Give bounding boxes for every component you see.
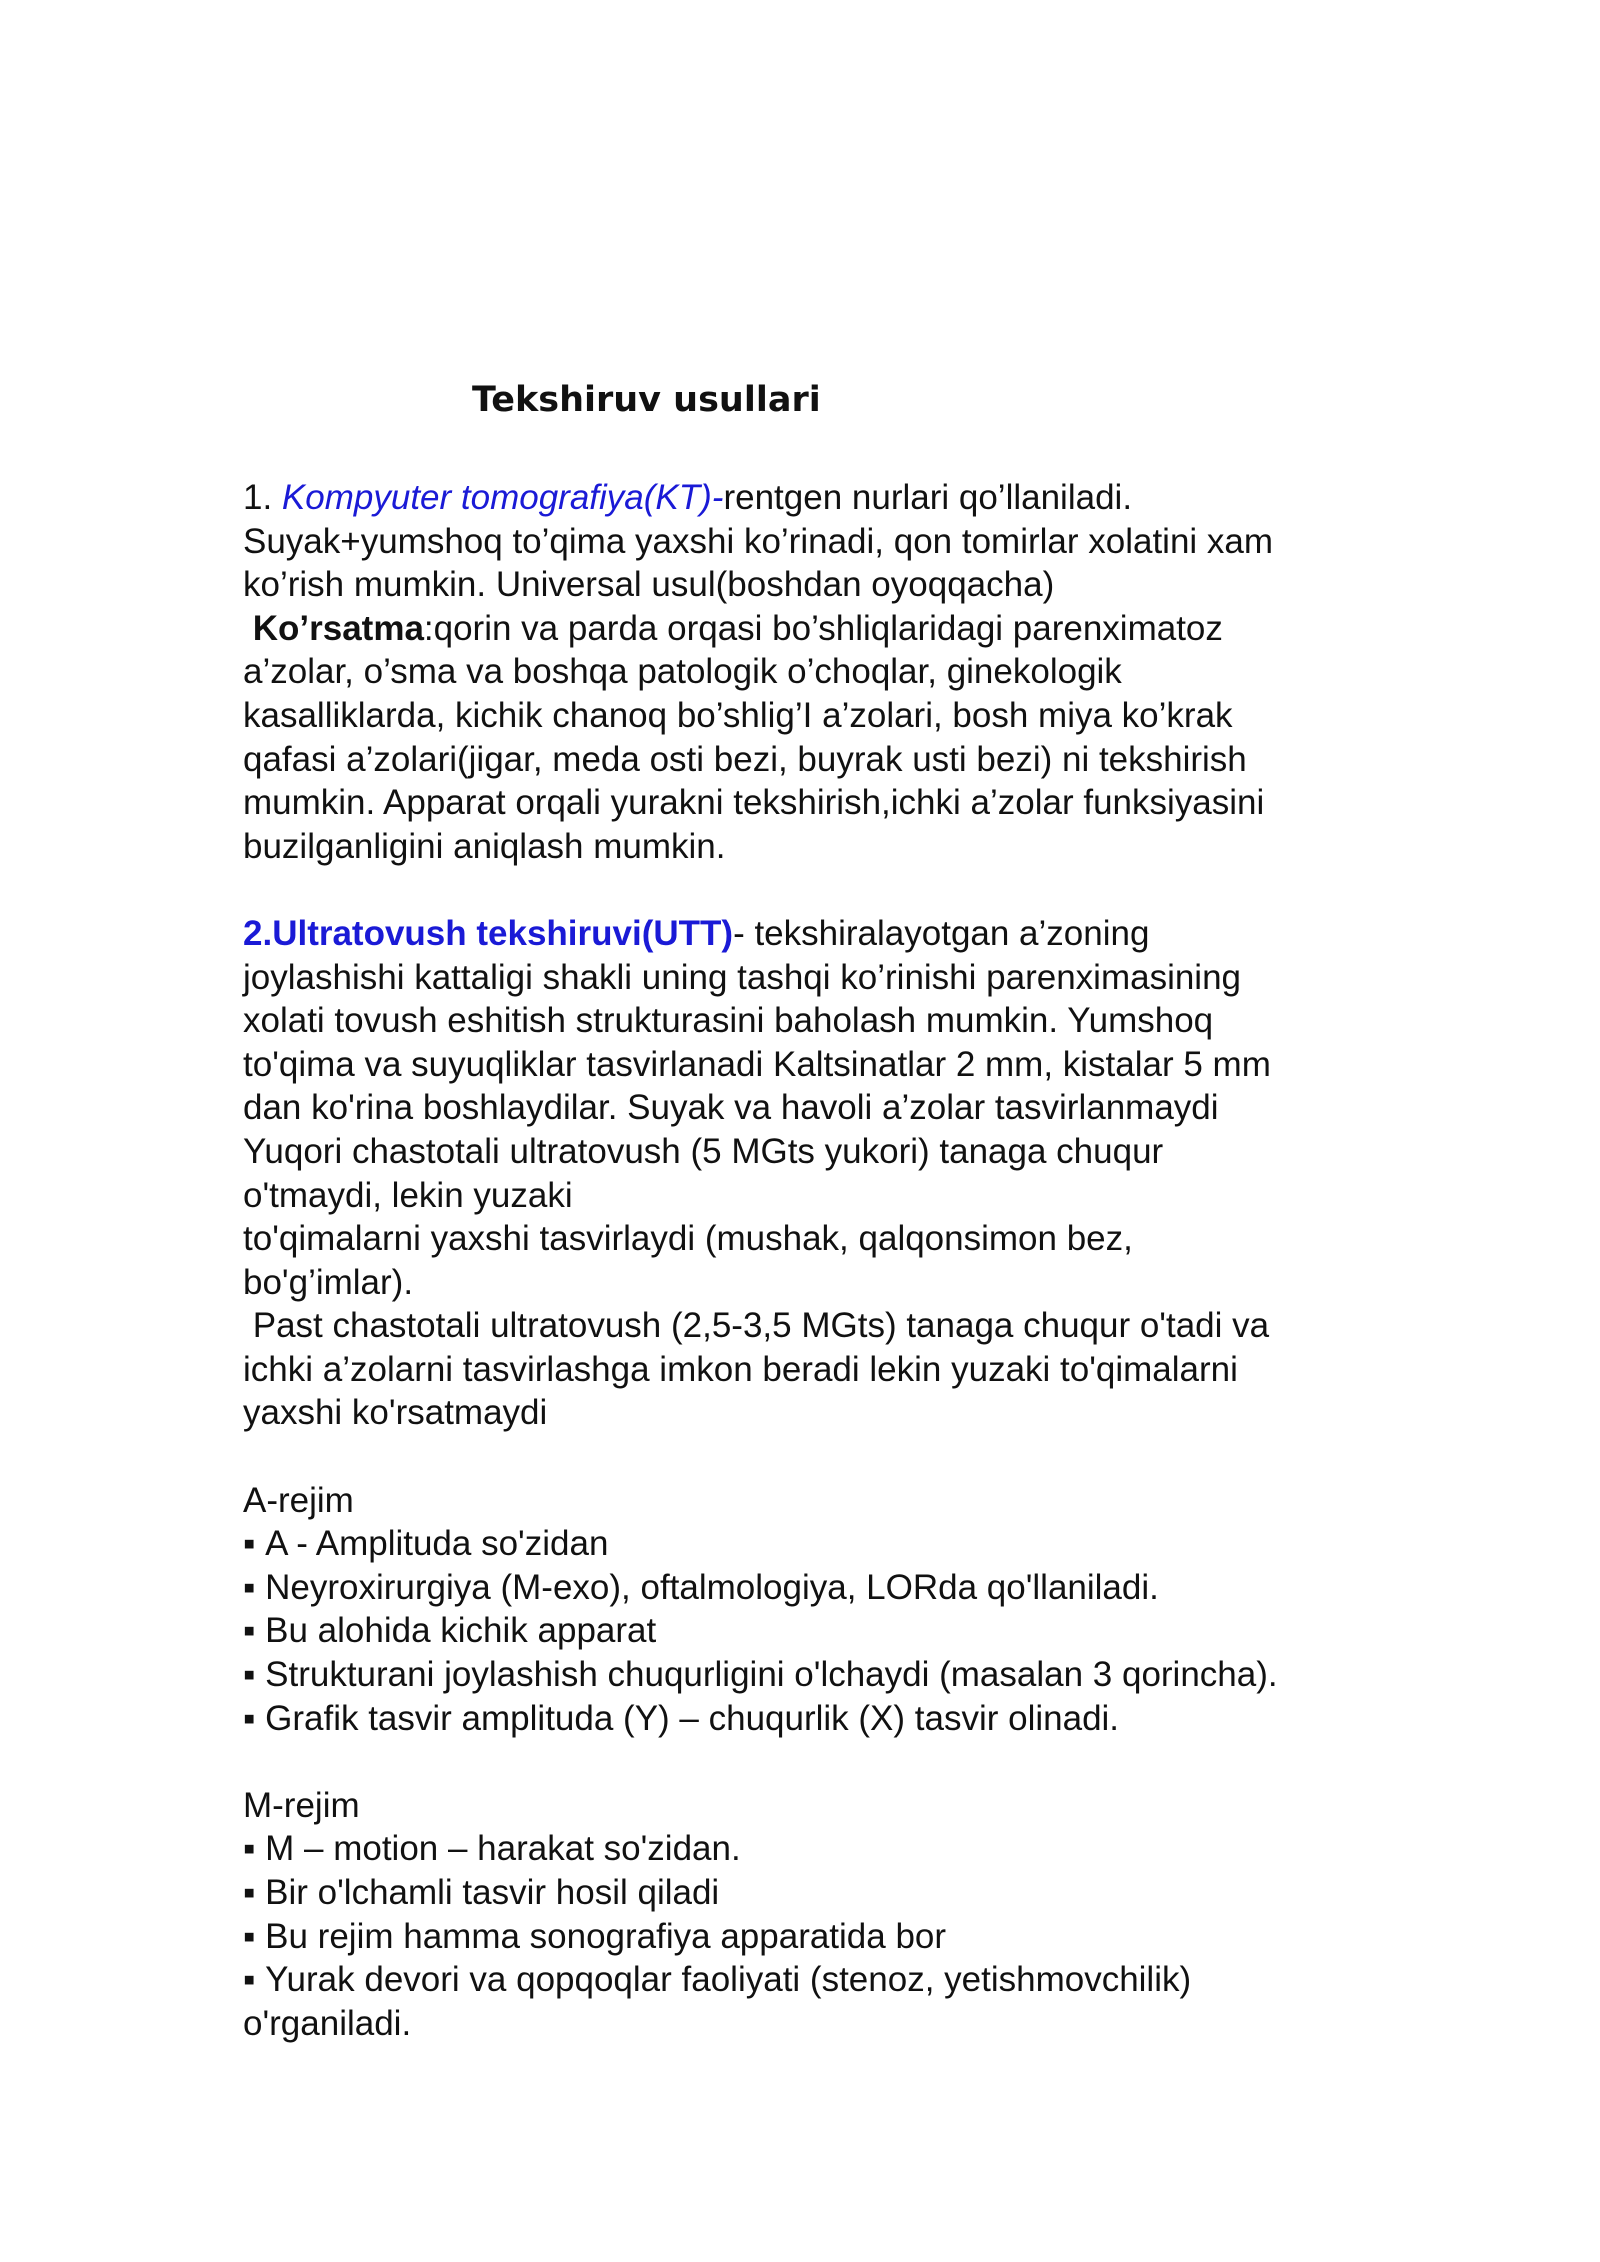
section1-line: ko’rish mumkin. Universal usul(boshdan oyoqqacha) bbox=[243, 565, 1055, 605]
indication-line: qafasi a’zolari(jigar, meda osti bezi, buyrak usti bezi) ni tekshirish bbox=[243, 739, 1247, 779]
list-item: ▪ M – motion – harakat so'zidan. bbox=[243, 1827, 1383, 1871]
list-item: ▪ Bir o'lchamli tasvir hosil qiladi bbox=[243, 1871, 1383, 1915]
section2-line: Yuqori chastotali ultratovush (5 MGts yukori) tanaga chuqur bbox=[243, 1131, 1164, 1171]
section2-title: 2.Ultratovush tekshiruvi(UTT) bbox=[243, 913, 734, 953]
section2-line: to'qima va suyuqliklar tasvirlanadi Kaltsinatlar 2 mm, kistalar 5 mm bbox=[243, 1044, 1271, 1084]
section2-line: o'tmaydi, lekin yuzaki bbox=[243, 1175, 573, 1215]
section1-title: Kompyuter tomografiya(KT)- bbox=[281, 478, 724, 517]
list-item-continuation: o'rganiladi. bbox=[243, 2003, 412, 2043]
a-mode-heading: A-rejim bbox=[243, 1480, 354, 1520]
indication-line: kasalliklarda, kichik chanoq bo’shlig’I a’zolari, bosh miya ko’krak bbox=[243, 695, 1233, 735]
indication-line: buzilganligini aniqlash mumkin. bbox=[243, 826, 726, 866]
spacer bbox=[243, 1435, 1383, 1479]
list-item: ▪ Yurak devori va qopqoqlar faoliyati (stenoz, yetishmovchilik) bbox=[243, 1958, 1383, 2002]
section2-line: Past chastotali ultratovush (2,5-3,5 MGts) tanaga chuqur o'tadi va bbox=[243, 1306, 1270, 1346]
list-item: ▪ Bu alohida kichik apparat bbox=[243, 1609, 1383, 1653]
document-body bbox=[243, 476, 1383, 2045]
list-item: ▪ A - Amplituda so'zidan bbox=[243, 1522, 1383, 1566]
list-item: ▪ Neyroxirurgiya (M-exo), oftalmologiya, LORda qo'llaniladi. bbox=[243, 1566, 1383, 1610]
section2-line: dan ko'rina boshlaydilar. Suyak va havoli a’zolar tasvirlanmaydi bbox=[243, 1088, 1219, 1128]
spacer bbox=[243, 1740, 1383, 1784]
section2-line: yaxshi ko'rsatmaydi bbox=[243, 1393, 548, 1433]
list-item: ▪ Grafik tasvir amplituda (Y) – chuqurlik (X) tasvir olinadi. bbox=[243, 1697, 1383, 1741]
section1-line: Suyak+yumshoq to’qima yaxshi ko’rinadi, qon tomirlar xolatini xam bbox=[243, 521, 1274, 561]
indication-line: mumkin. Apparat orqali yurakni tekshirish,ichki a’zolar funksiyasini bbox=[243, 783, 1265, 823]
section1-number: 1. bbox=[243, 478, 282, 517]
list-item: ▪ Bu rejim hamma sonografiya apparatida bor bbox=[243, 1915, 1383, 1959]
indication-line: a’zolar, o’sma va boshqa patologik o’choqlar, ginekologik bbox=[243, 652, 1122, 692]
indication-line: Ko’rsatma:qorin va parda orqasi bo’shliqlaridagi parenximatoz bbox=[252, 608, 1223, 648]
m-mode-heading: M-rejim bbox=[243, 1785, 360, 1825]
section2-line: to'qimalarni yaxshi tasvirlaydi (mushak, qalqonsimon bez, bbox=[243, 1219, 1133, 1259]
list-item: ▪ Strukturani joylashish chuqurligini o'lchaydi (masalan 3 qorincha). bbox=[243, 1653, 1383, 1697]
page-title: Tekshiruv usullari bbox=[472, 380, 821, 420]
section2-line: bo'g’imlar). bbox=[243, 1262, 414, 1302]
section2-line: joylashishi kattaligi shakli uning tashqi ko’rinishi parenximasining bbox=[243, 957, 1242, 997]
section2-line: ichki a’zolarni tasvirlashga imkon beradi lekin yuzaki to'qimalarni bbox=[243, 1349, 1238, 1389]
section2-line: 2.Ultratovush tekshiruvi(UTT)- tekshiralayotgan a’zoning bbox=[243, 913, 1150, 953]
section2-line: xolati tovush eshitish strukturasini baholash mumkin. Yumshoq bbox=[243, 1001, 1214, 1041]
section1-line: 1. Kompyuter tomografiya(KT)-rentgen nurlari qo’llaniladi. bbox=[243, 478, 1133, 517]
spacer bbox=[243, 868, 1383, 912]
indication-label: Ko’rsatma bbox=[252, 608, 424, 648]
